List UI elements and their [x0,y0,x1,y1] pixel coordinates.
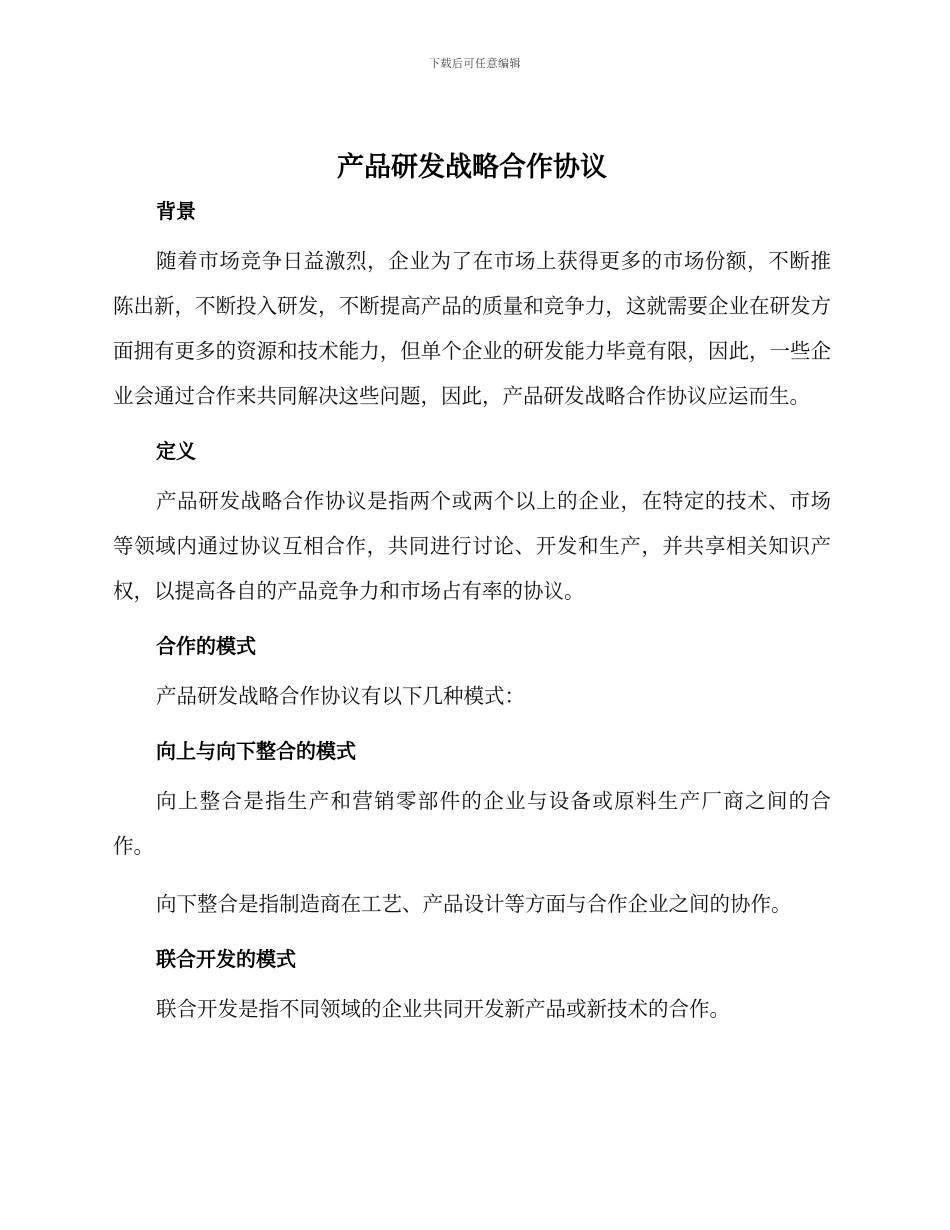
section-heading-definition: 定义 [156,439,196,463]
paragraph-definition: 产品研发战略合作协议是指两个或两个以上的企业，在特定的技术、市场等领域内通过协议互相合作，共同进行讨论、开发和生产，并共享相关知识产权，以提高各自的产品竞争力和市场占有率的协议。 [113,489,831,603]
paragraph-background: 随着市场竞争日益激烈，企业为了在市场上获得更多的市场份额，不断推陈出新，不断投入研发，不断提高产品的质量和竞争力，这就需要企业在研发方面拥有更多的资源和技术能力，但单个企业的研发能力毕竟有限，因此，一些企业会通过合作来共同解决这些问题，因此，产品研发战略合作协议应运而生。 [113,249,831,408]
paragraph-modes: 产品研发战略合作协议有以下几种模式： [156,684,525,708]
document-body [113,148,831,1032]
section-heading-vertical-integration: 向上与向下整合的模式 [156,739,356,763]
section-heading-joint-development: 联合开发的模式 [156,947,296,971]
document-title: 产品研发战略合作协议 [337,152,607,183]
paragraph-joint-development: 联合开发是指不同领域的企业共同开发新产品或新技术的合作。 [156,997,730,1021]
section-heading-modes: 合作的模式 [156,634,256,658]
section-heading-background: 背景 [156,199,196,223]
paragraph-downward-integration: 向下整合是指制造商在工艺、产品设计等方面与合作企业之间的协作。 [156,892,792,916]
running-header: 下载后可任意编辑 [429,57,521,70]
paragraph-upward-integration: 向上整合是指生产和营销零部件的企业与设备或原料生产厂商之间的合作。 [113,789,831,858]
